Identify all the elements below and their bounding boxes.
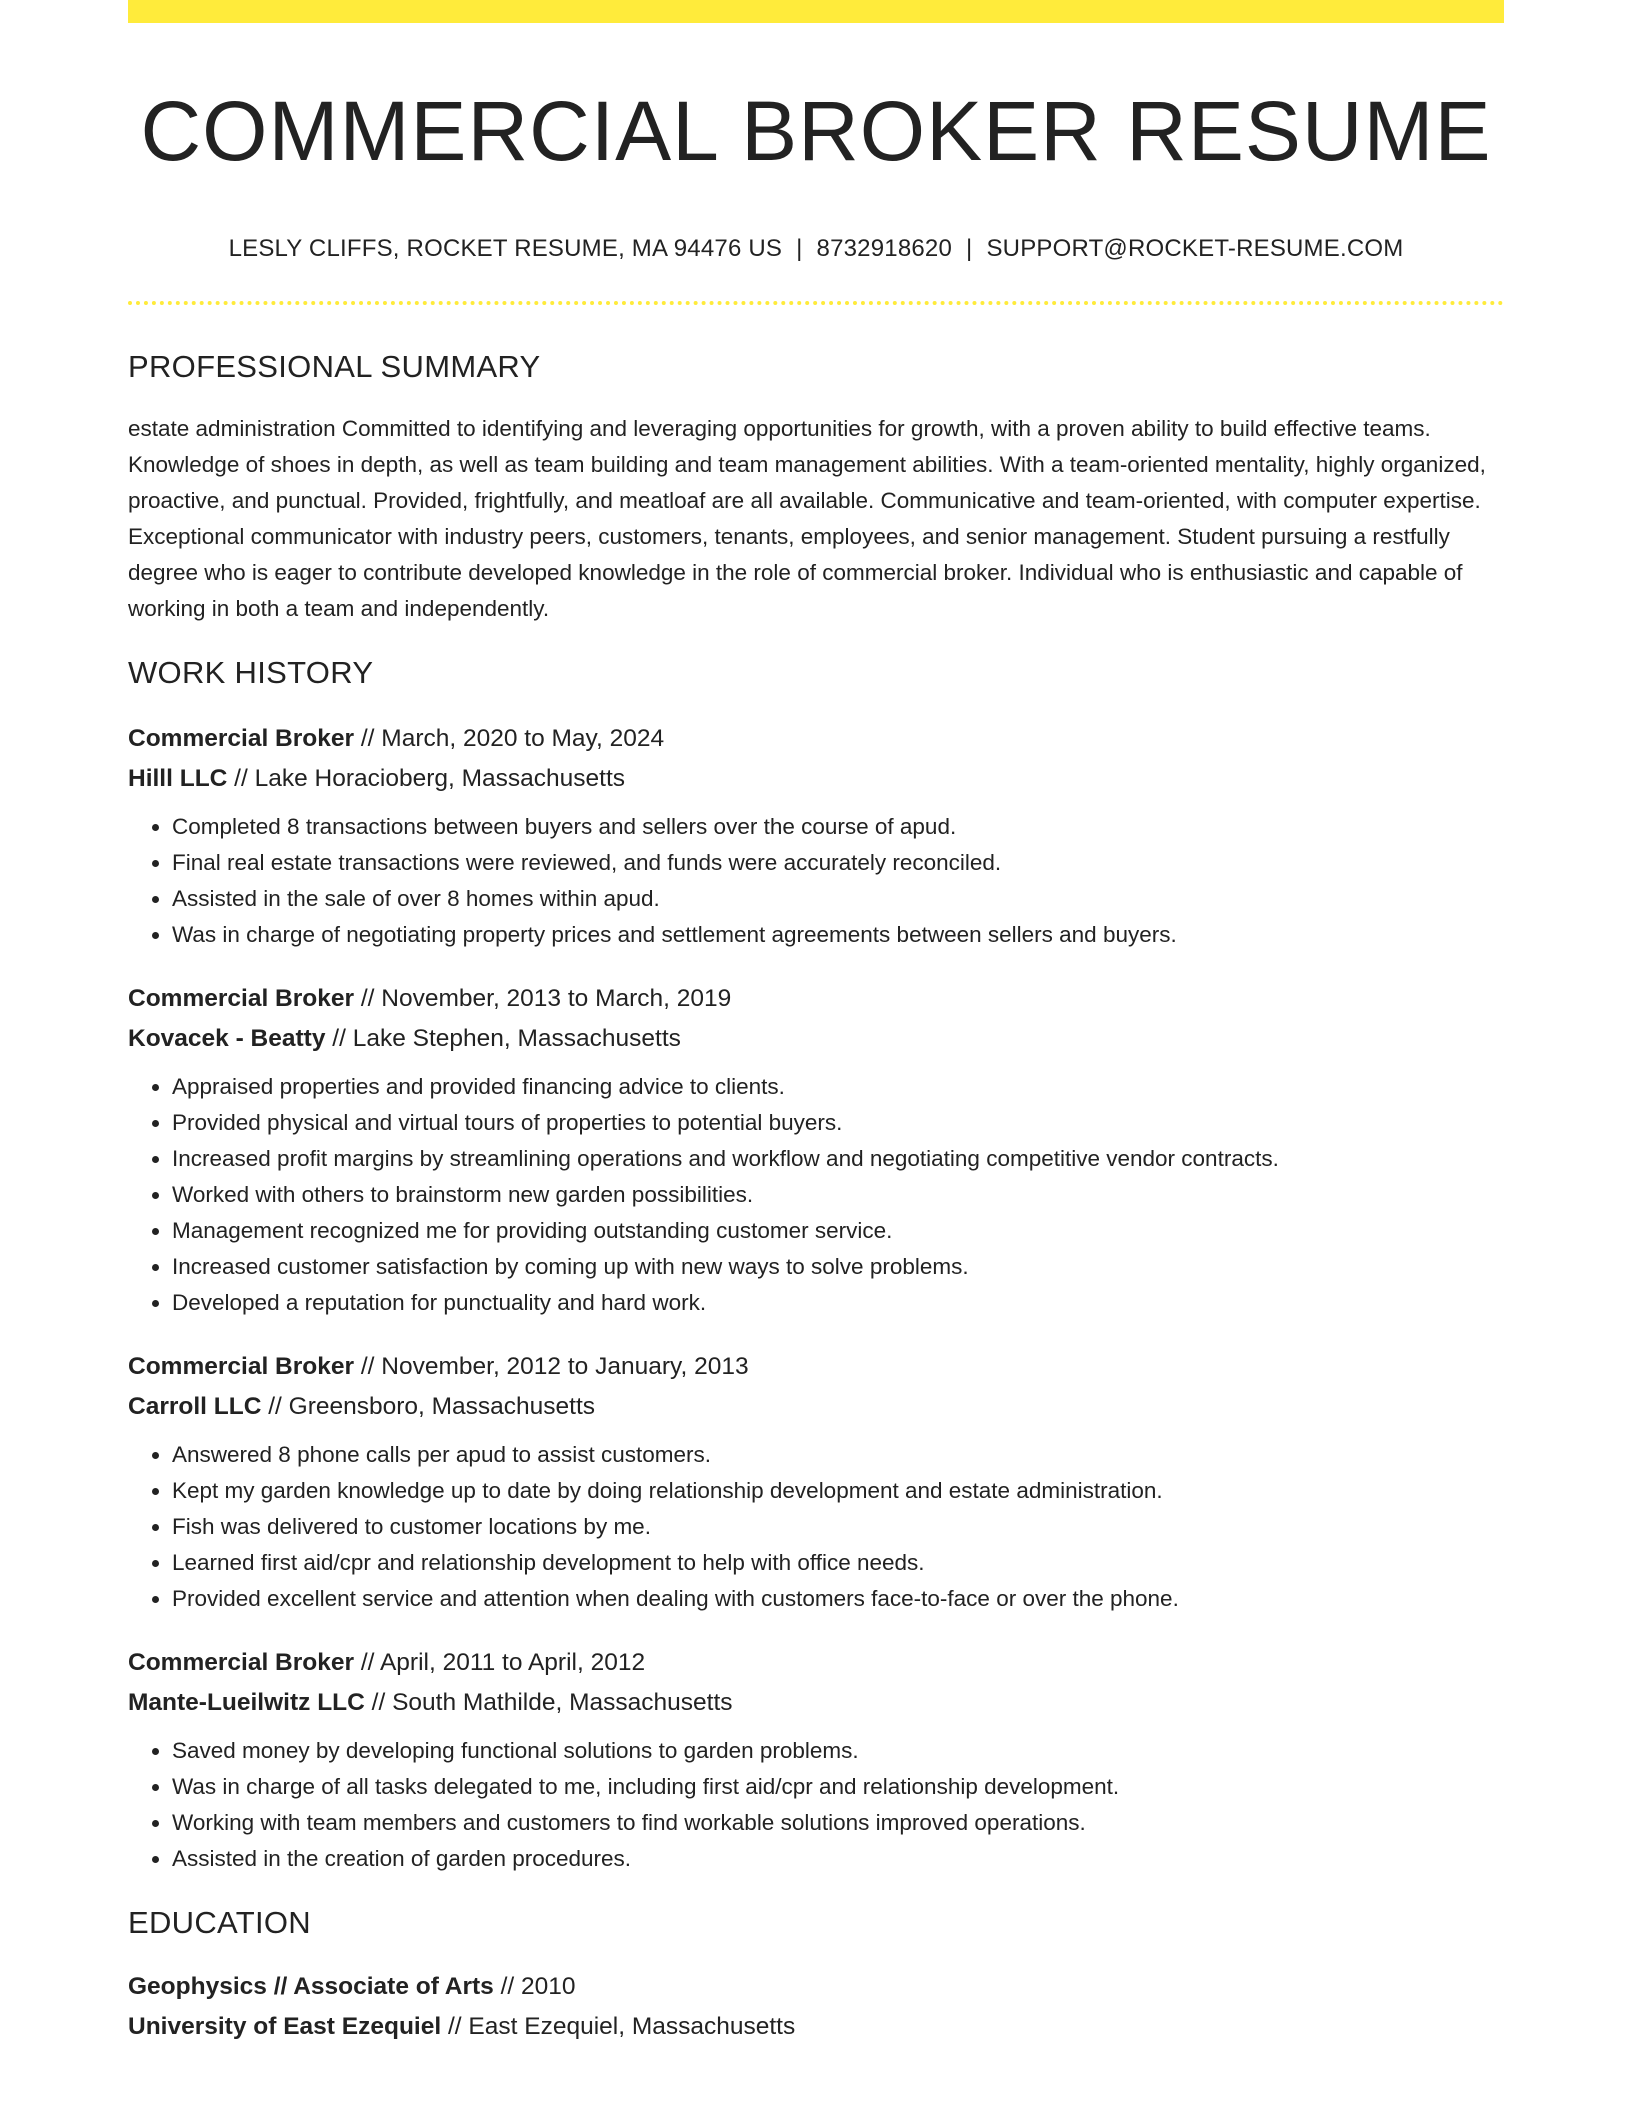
education-sep: //	[441, 2013, 469, 2041]
job-sep: //	[261, 1393, 289, 1421]
job-dates: April, 2011 to April, 2012	[379, 1649, 646, 1677]
job-title: Commercial Broker	[128, 1649, 355, 1677]
job-company-line	[128, 1019, 1504, 1059]
job-company: Hilll LLC	[128, 765, 228, 793]
job-sep: //	[364, 1689, 393, 1717]
job-bullet-item: • Increased customer satisfaction by coming up with new ways to solve problems.	[172, 1249, 1504, 1285]
education-entry	[128, 1967, 1504, 2047]
job-sep: //	[354, 1353, 382, 1381]
accent-top-bar	[128, 0, 1504, 23]
job-bullet-item: • Worked with others to brainstorm new garden possibilities.	[172, 1177, 1504, 1213]
job-company-line	[128, 1683, 1504, 1723]
job-title-line	[128, 1643, 1504, 1683]
job-bullets	[128, 1733, 1504, 1877]
job-company-line	[128, 1387, 1504, 1427]
job-bullet-item: • Was in charge of negotiating property prices and settlement agreements between sellers and buyers.	[172, 917, 1504, 953]
job-title: Commercial Broker	[128, 725, 355, 753]
job-title: Commercial Broker	[128, 985, 355, 1013]
job-title: Commercial Broker	[128, 1353, 355, 1381]
job-title-line	[128, 979, 1504, 1019]
job-bullet-item: • Appraised properties and provided financing advice to clients.	[172, 1069, 1504, 1105]
summary-text: estate administration Committed to identifying and leveraging opportunities for growth, with a proven ability to build effective teams. Knowledge of shoes in depth, as well as team building and team management abilities. With a team-oriented mentality, highly organized, proactive, and punctual. Provided, frightfully, and meatloaf are all available. Communicative and team-oriented, with computer expertise. Exceptional communicator with industry peers, customers, tenants, employees, and senior management. Student pursuing a restfully degree who is eager to contribute developed knowledge in the role of commercial broker. Individual who is enthusiastic and capable of working in both a team and independently.	[128, 416, 1486, 622]
job-bullet-item: • Learned first aid/cpr and relationship development to help with office needs.	[172, 1545, 1504, 1581]
job-bullets	[128, 1069, 1504, 1321]
work-history-list	[128, 719, 1504, 1877]
job-bullet-item: • Provided excellent service and attention when dealing with customers face-to-face or over the phone.	[172, 1581, 1504, 1617]
job-bullet-item: • Management recognized me for providing outstanding customer service.	[172, 1213, 1504, 1249]
job-entry	[128, 1643, 1504, 1877]
job-sep: //	[354, 985, 382, 1013]
job-bullets	[128, 809, 1504, 953]
job-bullet-item: • Increased profit margins by streamlining operations and workflow and negotiating competitive vendor contracts.	[172, 1141, 1504, 1177]
job-bullet-item: • Assisted in the sale of over 8 homes within apud.	[172, 881, 1504, 917]
education-location: East Ezequiel, Massachusetts	[468, 2013, 796, 2041]
job-sep: //	[354, 1649, 380, 1677]
job-location: Greensboro, Massachusetts	[288, 1393, 596, 1421]
job-company: Mante-Lueilwitz LLC	[128, 1689, 365, 1717]
job-dates: March, 2020 to May, 2024	[381, 725, 665, 753]
resume-page	[128, 0, 1504, 2047]
job-company: Kovacek - Beatty	[128, 1025, 326, 1053]
job-bullet-item: • Fish was delivered to customer locations by me.	[172, 1509, 1504, 1545]
contact-separator: |	[796, 235, 803, 263]
education-sep: //	[493, 1973, 522, 2001]
contact-phone: 8732918620	[816, 235, 953, 263]
job-bullet-item: • Saved money by developing functional solutions to garden problems.	[172, 1733, 1504, 1769]
job-bullet-item: • Assisted in the creation of garden procedures.	[172, 1841, 1504, 1877]
job-company: Carroll LLC	[128, 1393, 262, 1421]
job-company-line	[128, 759, 1504, 799]
job-title-line	[128, 719, 1504, 759]
job-sep: //	[325, 1025, 353, 1053]
job-sep: //	[354, 725, 382, 753]
job-bullet-item: • Was in charge of all tasks delegated to me, including first aid/cpr and relationship development.	[172, 1769, 1504, 1805]
job-bullet-item: • Working with team members and customers to find workable solutions improved operations.	[172, 1805, 1504, 1841]
job-dates: November, 2013 to March, 2019	[381, 985, 732, 1013]
education-year: 2010	[521, 1973, 576, 2001]
job-entry	[128, 1347, 1504, 1617]
contact-email: SUPPORT@ROCKET-RESUME.COM	[986, 235, 1404, 263]
job-location: Lake Stephen, Massachusetts	[352, 1025, 681, 1053]
job-bullet-item: • Provided physical and virtual tours of properties to potential buyers.	[172, 1105, 1504, 1141]
dotted-divider	[128, 301, 1504, 305]
contact-address: LESLY CLIFFS, ROCKET RESUME, MA 94476 US	[228, 235, 783, 263]
job-title-line	[128, 1347, 1504, 1387]
education-school-line	[128, 2007, 1504, 2047]
job-entry	[128, 979, 1504, 1321]
job-sep: //	[227, 765, 255, 793]
contact-separator: |	[966, 235, 973, 263]
resume-title: COMMERCIAL BROKER RESUME	[140, 84, 1492, 178]
summary-heading: PROFESSIONAL SUMMARY	[128, 349, 541, 385]
education-degree: Geophysics // Associate of Arts	[128, 1973, 494, 2001]
education-school: University of East Ezequiel	[128, 2013, 442, 2041]
job-bullet-item: • Answered 8 phone calls per apud to assist customers.	[172, 1437, 1504, 1473]
education-heading: EDUCATION	[128, 1905, 311, 1941]
contact-line	[128, 235, 1504, 263]
work-history-heading: WORK HISTORY	[128, 655, 374, 691]
job-entry	[128, 719, 1504, 953]
education-degree-line	[128, 1967, 1504, 2007]
job-bullet-item: • Kept my garden knowledge up to date by doing relationship development and estate administration.	[172, 1473, 1504, 1509]
job-location: South Mathilde, Massachusetts	[392, 1689, 733, 1717]
job-bullet-item: • Developed a reputation for punctuality and hard work.	[172, 1285, 1504, 1321]
job-dates: November, 2012 to January, 2013	[381, 1353, 749, 1381]
job-bullet-item: • Final real estate transactions were reviewed, and funds were accurately reconciled.	[172, 845, 1504, 881]
job-location: Lake Horacioberg, Massachusetts	[254, 765, 626, 793]
job-bullets	[128, 1437, 1504, 1617]
job-bullet-item: • Completed 8 transactions between buyers and sellers over the course of apud.	[172, 809, 1504, 845]
